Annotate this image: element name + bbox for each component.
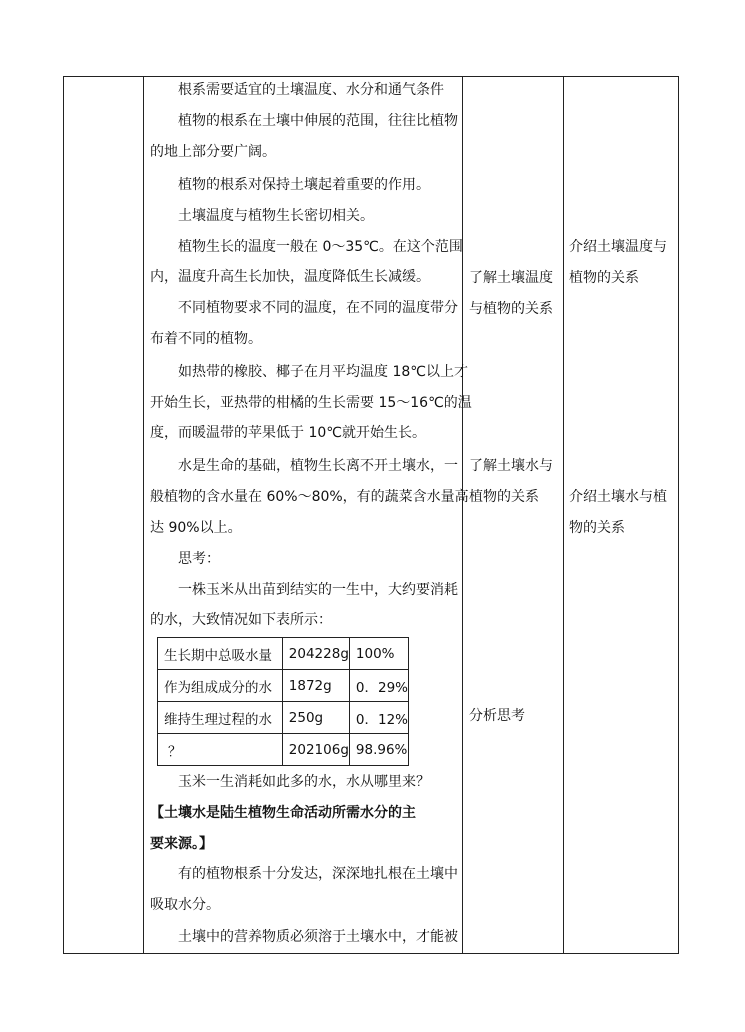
table-cell: ？: [158, 734, 283, 766]
paragraph-line: 如热带的橡胶、椰子在月平均温度 18℃以上才: [178, 364, 468, 380]
paragraph-line: 内，温度升高生长加快，温度降低生长减缓。: [150, 269, 430, 285]
table-row: [158, 702, 409, 734]
paragraph-line: 土壤中的营养物质必须溶于土壤水中，才能被: [178, 929, 458, 945]
table-cell: 维持生理过程的水: [158, 702, 283, 734]
paragraph-line: 玉米一生消耗如此多的水，水从哪里来？: [178, 774, 430, 790]
paragraph-line: 思考：: [178, 551, 220, 567]
paragraph-line: 达 90%以上。: [150, 520, 242, 536]
table-row: [158, 638, 409, 670]
column-divider: [462, 77, 463, 953]
paragraph-line: 水是生命的基础，植物生长离不开土壤水，一: [178, 458, 458, 474]
design-intent-line: 植物的关系: [569, 270, 639, 286]
paragraph-line: 般植物的含水量在 60%～80%，有的蔬菜含水量高: [150, 489, 469, 505]
paragraph-line: 不同植物要求不同的温度，在不同的温度带分: [178, 300, 458, 316]
paragraph-line: 布着不同的植物。: [150, 331, 262, 347]
key-point-line: 【土壤水是陆生植物生命活动所需水分的主: [150, 805, 416, 821]
paragraph-line: 植物的根系在土壤中伸展的范围，往往比植物: [178, 113, 458, 129]
paragraph-line: 吸取水分。: [150, 897, 220, 913]
paragraph-line: 开始生长，亚热带的柑橘的生长需要 15～16℃的温: [150, 395, 472, 411]
table-cell: 1872g: [282, 670, 349, 702]
student-activity-line: 了解土壤水与: [469, 458, 553, 474]
water-consumption-table: [157, 637, 409, 766]
paragraph-line: 一株玉米从出苗到结实的一生中，大约要消耗: [178, 582, 458, 598]
column-divider: [143, 77, 144, 953]
paragraph-line: 的地上部分要广阔。: [150, 144, 276, 160]
student-activity-line: 植物的关系: [469, 489, 539, 505]
design-intent-line: 介绍土壤水与植: [569, 489, 667, 505]
table-cell: 0．29%: [349, 670, 408, 702]
table-cell: 202106g: [282, 734, 349, 766]
table-cell: 生长期中总吸水量: [158, 638, 283, 670]
table-cell: 100%: [349, 638, 408, 670]
student-activity-line: 分析思考: [469, 708, 525, 724]
student-activity-line: 了解土壤温度: [469, 270, 553, 286]
paragraph-line: 的水，大致情况如下表所示：: [150, 612, 332, 628]
table-cell: 204228g: [282, 638, 349, 670]
student-activity-line: 与植物的关系: [469, 301, 553, 317]
paragraph-line: 有的植物根系十分发达，深深地扎根在土壤中: [178, 866, 458, 882]
paragraph-line: 植物生长的温度一般在 0～35℃。在这个范围: [178, 239, 463, 255]
table-cell: 250g: [282, 702, 349, 734]
column-divider: [563, 77, 564, 953]
paragraph-line: 植物的根系对保持土壤起着重要的作用。: [178, 177, 430, 193]
table-cell: 0．12%: [349, 702, 408, 734]
paragraph-line: 根系需要适宜的土壤温度、水分和通气条件: [178, 82, 444, 98]
table-row: [158, 734, 409, 766]
design-intent-line: 介绍土壤温度与: [569, 239, 667, 255]
paragraph-line: 度，而暖温带的苹果低于 10℃就开始生长。: [150, 425, 426, 441]
paragraph-line: 土壤温度与植物生长密切相关。: [178, 208, 374, 224]
table-cell: 98.96%: [349, 734, 408, 766]
table-row: [158, 670, 409, 702]
design-intent-line: 物的关系: [569, 520, 625, 536]
table-cell: 作为组成成分的水: [158, 670, 283, 702]
key-point-line: 要来源。】: [150, 836, 213, 852]
